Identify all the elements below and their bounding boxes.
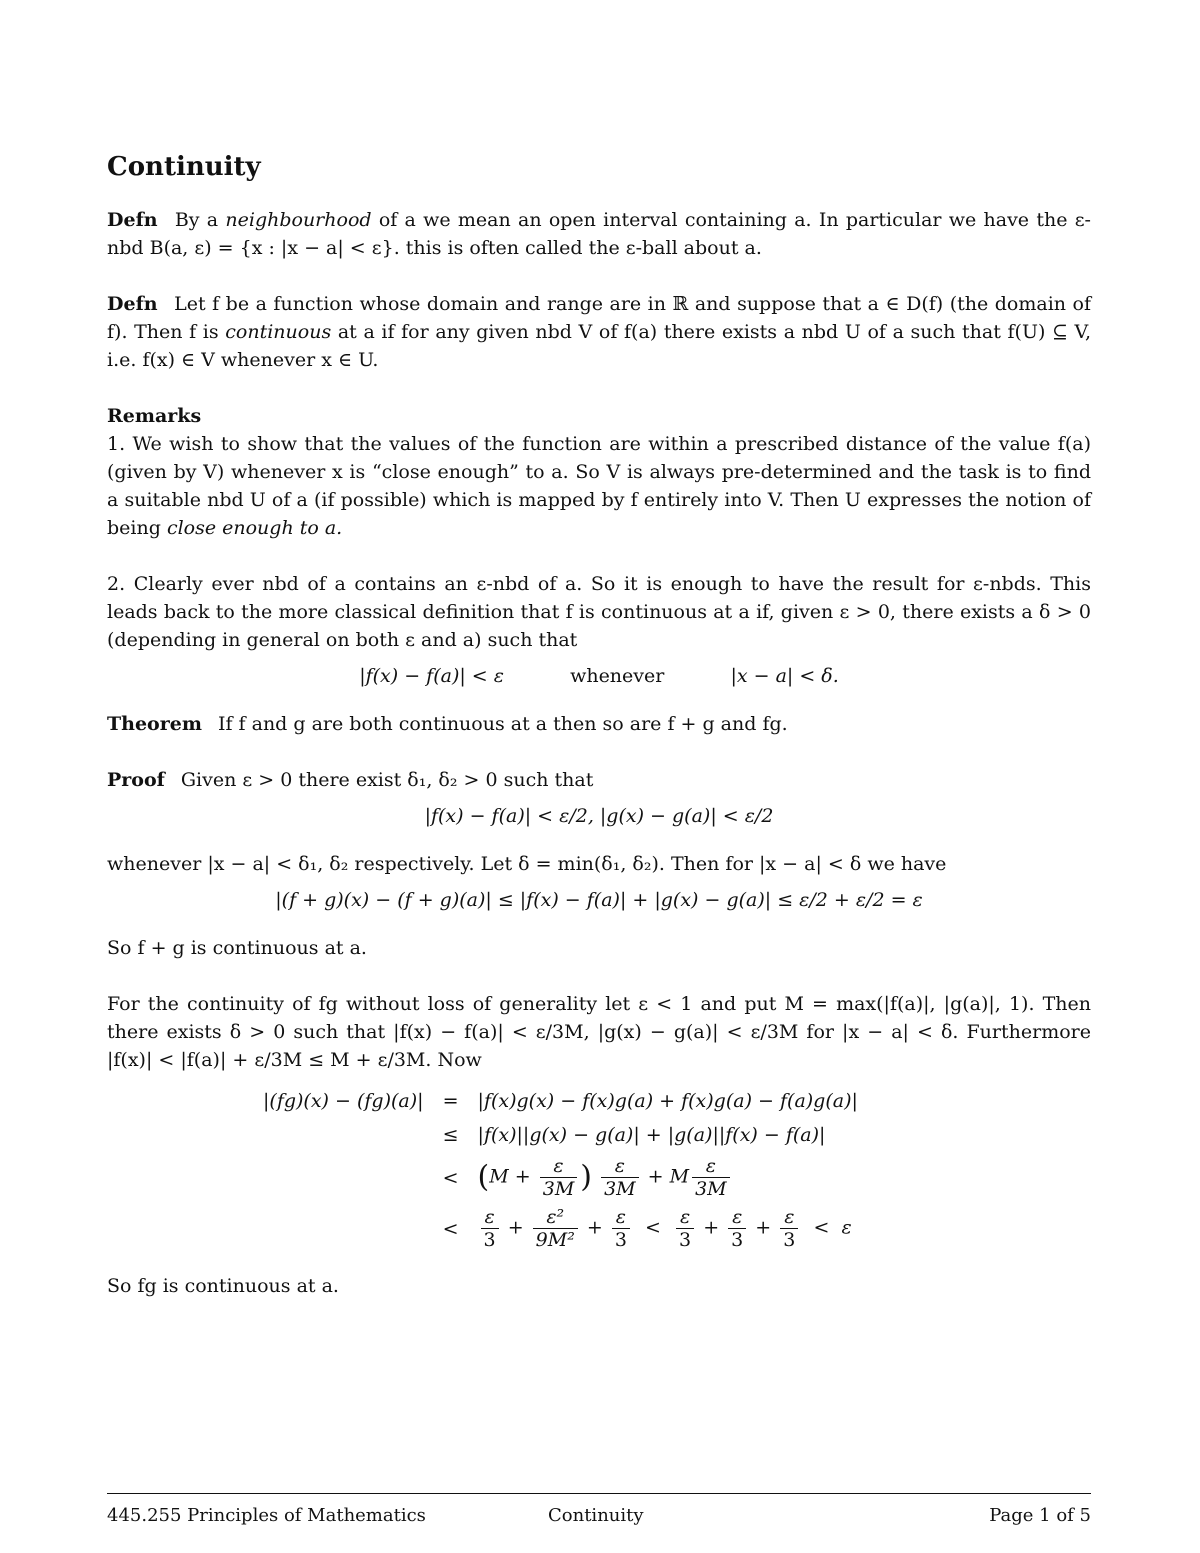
proof-text-1: Given ε > 0 there exist δ₁, δ₂ > 0 such that — [180, 769, 594, 791]
remark-1 — [107, 430, 1091, 542]
align-row-3 — [257, 1152, 864, 1203]
proof-text-3: So f + g is continuous at a. — [107, 937, 367, 959]
proof-text-2: whenever |x − a| < δ₁, δ₂ respectively. Let δ = min(δ₁, δ₂). Then for |x − a| < δ we have — [107, 853, 947, 875]
remark-1-text: 1. We wish to show that the values of the function are within a prescribed distance of the value f(a) (given by V) whenever x is “close enough” to a. So V is always pre-determined and the task is to find a suitable nbd U of a (if possible) which is mapped by f entirely into V. Then U expresses the notion of being — [107, 433, 1091, 539]
proof-text-5: So fg is continuous at a. — [107, 1275, 339, 1297]
theorem — [107, 710, 1091, 738]
align-rhs: |f(x)||g(x) − g(a)| + |g(a)||f(x) − f(a)| — [477, 1124, 826, 1146]
defn-label: Defn — [107, 293, 158, 315]
align-lhs: |(fg)(x) − (fg)(a)| — [263, 1090, 424, 1112]
theorem-text: If f and g are both continuous at a then so are f + g and fg. — [217, 713, 788, 735]
defn-label: Defn — [107, 209, 158, 231]
align-rel: < — [442, 1166, 459, 1189]
proof-label: Proof — [107, 769, 165, 791]
defn1-post: of a we mean an open interval containing a. In particular we have the ε-nbd B(a, ε) = {x : |x − a| < ε}. this is often called the ε-ball about a. — [107, 209, 1091, 259]
remarks-heading: Remarks — [107, 405, 202, 427]
remark-1-term: close enough to a. — [166, 517, 343, 539]
defn2-pre: Let f be a function whose domain and range are in ℝ and suppose that a ∈ D(f) (the domain of f). Then f is — [107, 293, 1092, 343]
definition-neighbourhood — [107, 206, 1091, 262]
defn1-term: neighbourhood — [225, 209, 372, 231]
align-row-4 — [257, 1203, 864, 1254]
definition-continuous — [107, 290, 1091, 374]
aligned-equations — [257, 1084, 864, 1254]
proof-equation-1: |f(x) − f(a)| < ε/2, |g(x) − g(a)| < ε/2 — [424, 805, 774, 827]
align-rhs: $\frac{\varepsilon}{3}$ + $\frac{\text{ε²}}{\text{9M²}}$ + $\frac{\varepsilon}{3}$ < $\frac{\varepsilon}{3}$ + $\frac{\varepsilon}{3}$ + $\frac{\varepsilon}{3}$ < ε — [472, 1203, 864, 1254]
theorem-label: Theorem — [107, 713, 202, 735]
align-rel: ≤ — [442, 1124, 459, 1146]
align-row-2 — [257, 1118, 864, 1152]
align-rhs: |f(x)g(x) − f(x)g(a) + f(x)g(a) − f(a)g(a)| — [477, 1090, 858, 1112]
footer-course: 445.255 Principles of Mathematics — [107, 1505, 426, 1526]
remark-2: 2. Clearly ever nbd of a contains an ε-nbd of a. So it is enough to have the result for ε-nbds. This leads back to the more classical definition that f is continuous at a if, given ε > 0, there exists a δ > 0 (depending in general on both ε and a) such that — [107, 573, 1091, 651]
eq-mid: whenever — [570, 665, 665, 687]
align-rel: = — [442, 1090, 459, 1112]
proof-text-4: For the continuity of fg without loss of generality let ε < 1 and put M = max(|f(a)|, |g(a)|, 1). Then there exists δ > 0 such that |f(x) − f(a)| < ε/3M, |g(x) − g(a)| < ε/3M for |x − a| < δ. Furthermore |f(x)| < |f(a)| + ε/3M ≤ M + ε/3M. Now — [107, 993, 1091, 1071]
proof-equation-2: |(f + g)(x) − (f + g)(a)| ≤ |f(x) − f(a)| + |g(x) − g(a)| ≤ ε/2 + ε/2 = ε — [275, 889, 923, 911]
defn2-term: continuous — [225, 321, 332, 343]
align-rel: < — [442, 1217, 459, 1240]
eq-right: |x − a| < δ. — [730, 665, 839, 687]
defn1-pre: By a — [174, 209, 219, 231]
proof-intro — [107, 766, 1091, 794]
remark-2-equation — [107, 662, 1091, 690]
eq-left: |f(x) − f(a)| < ε — [359, 665, 504, 687]
footer-rule — [107, 1493, 1091, 1494]
document-page — [107, 150, 1091, 1328]
defn2-post: at a if for any given nbd V of f(a) there exists a nbd U of a such that f(U) ⊆ V, i.e. f(x) ∈ V whenever x ∈ U. — [107, 321, 1091, 371]
align-row-1 — [257, 1084, 864, 1118]
page-title: Continuity — [107, 152, 261, 182]
footer-page-number: Page 1 of 5 — [989, 1505, 1091, 1526]
align-rhs: (M + $\frac{\varepsilon}{3M}$ ) $\frac{\varepsilon}{3M}$ + M $\frac{\varepsilon}{3M}$ — [472, 1152, 864, 1203]
footer-section: Continuity — [548, 1505, 644, 1526]
